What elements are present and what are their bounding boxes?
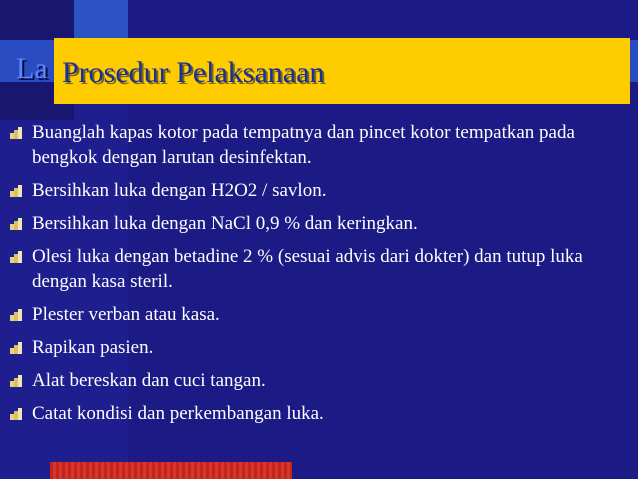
bullet-text: Plester verban atau kasa. <box>32 304 220 325</box>
list-item <box>8 368 620 393</box>
underlying-title: La <box>16 52 48 85</box>
bullet-text: Bersihkan luka dengan NaCl 0,9 % dan keringkan. <box>32 213 418 234</box>
bullet-text: Buanglah kapas kotor pada tempatnya dan pincet kotor tempatkan pada bengkok dengan larutan desinfektan. <box>32 122 575 168</box>
decor-bottom-bar <box>50 462 292 479</box>
list-item <box>8 244 620 294</box>
stepped-bullet-icon <box>10 408 22 420</box>
stepped-bullet-icon <box>10 309 22 321</box>
list-item <box>8 211 620 236</box>
slide-title: Prosedur Pelaksanaan <box>62 56 325 89</box>
bullet-text: Olesi luka dengan betadine 2 % (sesuai advis dari dokter) dan tutup luka dengan kasa steril. <box>32 246 583 292</box>
list-item <box>8 335 620 360</box>
stepped-bullet-icon <box>10 375 22 387</box>
list-item <box>8 120 620 170</box>
bullet-text: Catat kondisi dan perkembangan luka. <box>32 403 324 424</box>
list-item <box>8 178 620 203</box>
stepped-bullet-icon <box>10 185 22 197</box>
stepped-bullet-icon <box>10 342 22 354</box>
bullet-list <box>8 120 620 434</box>
stepped-bullet-icon <box>10 218 22 230</box>
list-item <box>8 302 620 327</box>
bullet-text: Bersihkan luka dengan H2O2 / savlon. <box>32 180 327 201</box>
stepped-bullet-icon <box>10 251 22 263</box>
stepped-bullet-icon <box>10 127 22 139</box>
list-item <box>8 401 620 426</box>
bullet-text: Rapikan pasien. <box>32 337 154 358</box>
bullet-text: Alat bereskan dan cuci tangan. <box>32 370 266 391</box>
